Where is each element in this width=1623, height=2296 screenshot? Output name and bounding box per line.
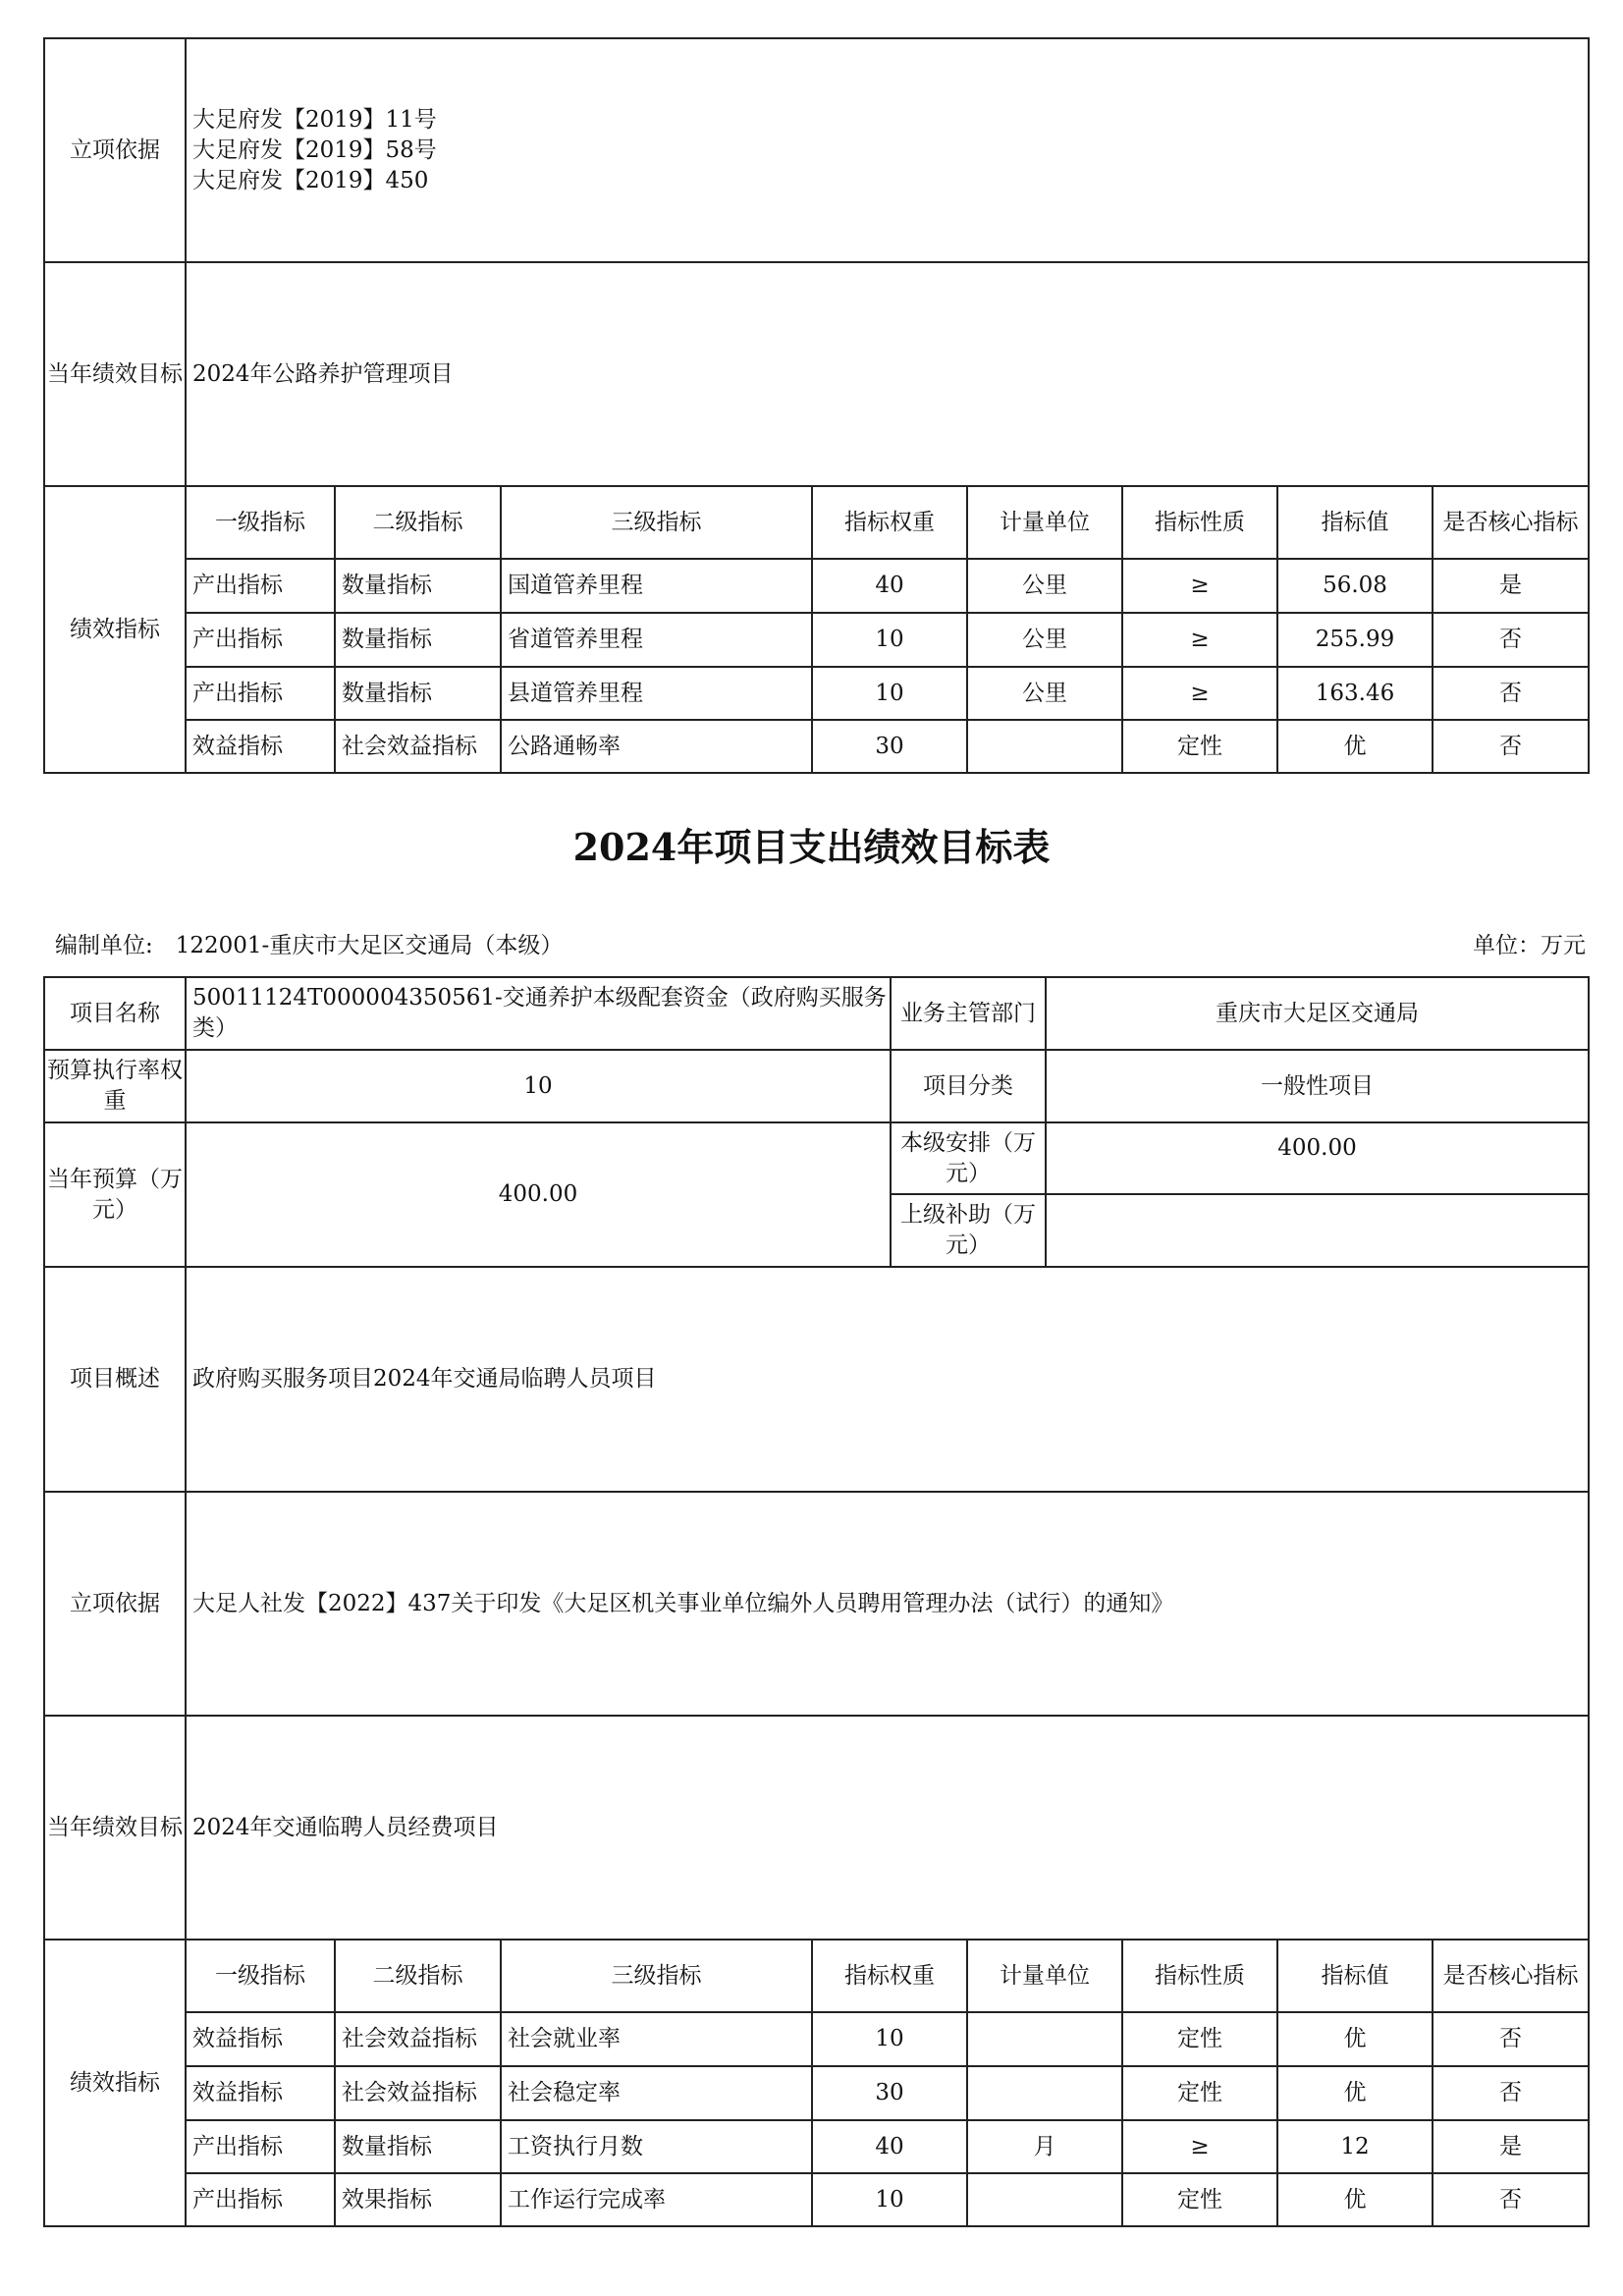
header-unit: 计量单位 <box>967 1940 1122 2012</box>
indicators-label: 绩效指标 <box>44 1940 186 2226</box>
cell-nature: 定性 <box>1122 2012 1277 2066</box>
cell-value: 163.46 <box>1277 667 1433 720</box>
category-value: 一般性项目 <box>1046 1050 1589 1122</box>
cell-nature: ≥ <box>1122 559 1277 613</box>
cell-nature: 定性 <box>1122 720 1277 773</box>
overview-text: 政府购买服务项目2024年交通局临聘人员项目 <box>186 1267 1589 1492</box>
cell-nature: 定性 <box>1122 2066 1277 2120</box>
basis-label: 立项依据 <box>44 38 186 262</box>
basis-text: 大足人社发【2022】437关于印发《大足区机关事业单位编外人员聘用管理办法（试行）的通知》 <box>186 1492 1589 1716</box>
header-core: 是否核心指标 <box>1433 1940 1589 2012</box>
subsidy-value <box>1046 1194 1589 1267</box>
table-row <box>44 2012 1589 2066</box>
cell-value: 255.99 <box>1277 613 1433 667</box>
cell-l2: 数量指标 <box>335 2120 501 2173</box>
cell-unit: 月 <box>967 2120 1122 2173</box>
cell-weight: 30 <box>812 2066 967 2120</box>
cell-l1: 效益指标 <box>186 2012 335 2066</box>
cell-value: 优 <box>1277 720 1433 773</box>
basis-line: 大足府发【2019】11号 <box>192 106 437 133</box>
cell-value: 56.08 <box>1277 559 1433 613</box>
cell-nature: ≥ <box>1122 613 1277 667</box>
cell-weight: 10 <box>812 667 967 720</box>
cell-weight: 40 <box>812 559 967 613</box>
header-l2: 二级指标 <box>335 1940 501 2012</box>
cell-nature: 定性 <box>1122 2173 1277 2226</box>
cell-l3: 省道管养里程 <box>501 613 812 667</box>
project-name: 50011124T000004350561-交通养护本级配套资金（政府购买服务类） <box>186 977 891 1050</box>
cell-unit <box>967 720 1122 773</box>
cell-nature: ≥ <box>1122 667 1277 720</box>
cell-value: 优 <box>1277 2173 1433 2226</box>
cell-l2: 社会效益指标 <box>335 2012 501 2066</box>
table-row <box>44 2120 1589 2173</box>
goal-label: 当年绩效目标 <box>44 1716 186 1940</box>
header-l1: 一级指标 <box>186 486 335 559</box>
cell-value: 优 <box>1277 2066 1433 2120</box>
cell-l3: 国道管养里程 <box>501 559 812 613</box>
cell-core: 否 <box>1433 613 1589 667</box>
page-title: 2024年项目支出绩效目标表 <box>572 825 1051 869</box>
cell-weight: 10 <box>812 613 967 667</box>
cell-core: 否 <box>1433 2066 1589 2120</box>
header-weight: 指标权重 <box>812 486 967 559</box>
dept-label: 业务主管部门 <box>891 977 1046 1050</box>
local-value: 400.00 <box>1046 1122 1589 1194</box>
cell-l3: 社会就业率 <box>501 2012 812 2066</box>
cell-l1: 产出指标 <box>186 2173 335 2226</box>
cell-value: 12 <box>1277 2120 1433 2173</box>
bottom-performance-table <box>43 976 1590 2227</box>
table-row <box>44 613 1589 667</box>
goal-text: 2024年公路养护管理项目 <box>186 262 1589 486</box>
cell-l3: 县道管养里程 <box>501 667 812 720</box>
currency-unit: 单位：万元 <box>1473 933 1586 958</box>
table-row <box>44 2066 1589 2120</box>
cell-nature: ≥ <box>1122 2120 1277 2173</box>
header-l2: 二级指标 <box>335 486 501 559</box>
cell-l2: 效果指标 <box>335 2173 501 2226</box>
exec-weight-value: 10 <box>186 1050 891 1122</box>
cell-core: 否 <box>1433 2012 1589 2066</box>
cell-core: 否 <box>1433 667 1589 720</box>
cell-unit: 公里 <box>967 613 1122 667</box>
budget-value: 400.00 <box>186 1122 891 1267</box>
cell-weight: 10 <box>812 2012 967 2066</box>
cell-core: 否 <box>1433 2173 1589 2226</box>
budget-label: 当年预算（万元） <box>44 1122 186 1267</box>
cell-unit <box>967 2173 1122 2226</box>
cell-weight: 10 <box>812 2173 967 2226</box>
cell-unit: 公里 <box>967 559 1122 613</box>
cell-l2: 社会效益指标 <box>335 2066 501 2120</box>
cell-l3: 公路通畅率 <box>501 720 812 773</box>
cell-l2: 数量指标 <box>335 613 501 667</box>
header-nature: 指标性质 <box>1122 486 1277 559</box>
basis-content <box>186 38 1589 262</box>
basis-label: 立项依据 <box>44 1492 186 1716</box>
cell-l1: 产出指标 <box>186 667 335 720</box>
basis-line: 大足府发【2019】58号 <box>192 137 437 163</box>
table-row <box>44 720 1589 773</box>
cell-l3: 社会稳定率 <box>501 2066 812 2120</box>
header-core: 是否核心指标 <box>1433 486 1589 559</box>
cell-l2: 数量指标 <box>335 559 501 613</box>
local-label: 本级安排（万元） <box>891 1122 1046 1194</box>
cell-l1: 产出指标 <box>186 2120 335 2173</box>
header-unit: 计量单位 <box>967 486 1122 559</box>
exec-weight-label: 预算执行率权重 <box>44 1050 186 1122</box>
cell-l2: 数量指标 <box>335 667 501 720</box>
cell-l1: 产出指标 <box>186 613 335 667</box>
cell-l1: 效益指标 <box>186 720 335 773</box>
header-l3: 三级指标 <box>501 486 812 559</box>
overview-label: 项目概述 <box>44 1267 186 1492</box>
header-l1: 一级指标 <box>186 1940 335 2012</box>
cell-weight: 40 <box>812 2120 967 2173</box>
cell-unit: 公里 <box>967 667 1122 720</box>
cell-value: 优 <box>1277 2012 1433 2066</box>
table-row <box>44 2173 1589 2226</box>
table-row <box>44 667 1589 720</box>
cell-unit <box>967 2012 1122 2066</box>
cell-l1: 效益指标 <box>186 2066 335 2120</box>
project-name-label: 项目名称 <box>44 977 186 1050</box>
goal-text: 2024年交通临聘人员经费项目 <box>186 1716 1589 1940</box>
subsidy-label: 上级补助（万元） <box>891 1194 1046 1267</box>
indicators-label: 绩效指标 <box>44 486 186 773</box>
header-value: 指标值 <box>1277 486 1433 559</box>
cell-l1: 产出指标 <box>186 559 335 613</box>
goal-label: 当年绩效目标 <box>44 262 186 486</box>
table-row <box>44 559 1589 613</box>
cell-unit <box>967 2066 1122 2120</box>
cell-weight: 30 <box>812 720 967 773</box>
header-value: 指标值 <box>1277 1940 1433 2012</box>
header-nature: 指标性质 <box>1122 1940 1277 2012</box>
cell-l2: 社会效益指标 <box>335 720 501 773</box>
category-label: 项目分类 <box>891 1050 1046 1122</box>
header-l3: 三级指标 <box>501 1940 812 2012</box>
cell-core: 否 <box>1433 720 1589 773</box>
basis-line: 大足府发【2019】450 <box>192 167 429 193</box>
cell-l3: 工资执行月数 <box>501 2120 812 2173</box>
compiling-unit: 编制单位: 122001-重庆市大足区交通局（本级） <box>55 933 564 958</box>
header-weight: 指标权重 <box>812 1940 967 2012</box>
cell-core: 是 <box>1433 2120 1589 2173</box>
cell-core: 是 <box>1433 559 1589 613</box>
cell-l3: 工作运行完成率 <box>501 2173 812 2226</box>
top-performance-table <box>43 37 1590 774</box>
dept-value: 重庆市大足区交通局 <box>1046 977 1589 1050</box>
